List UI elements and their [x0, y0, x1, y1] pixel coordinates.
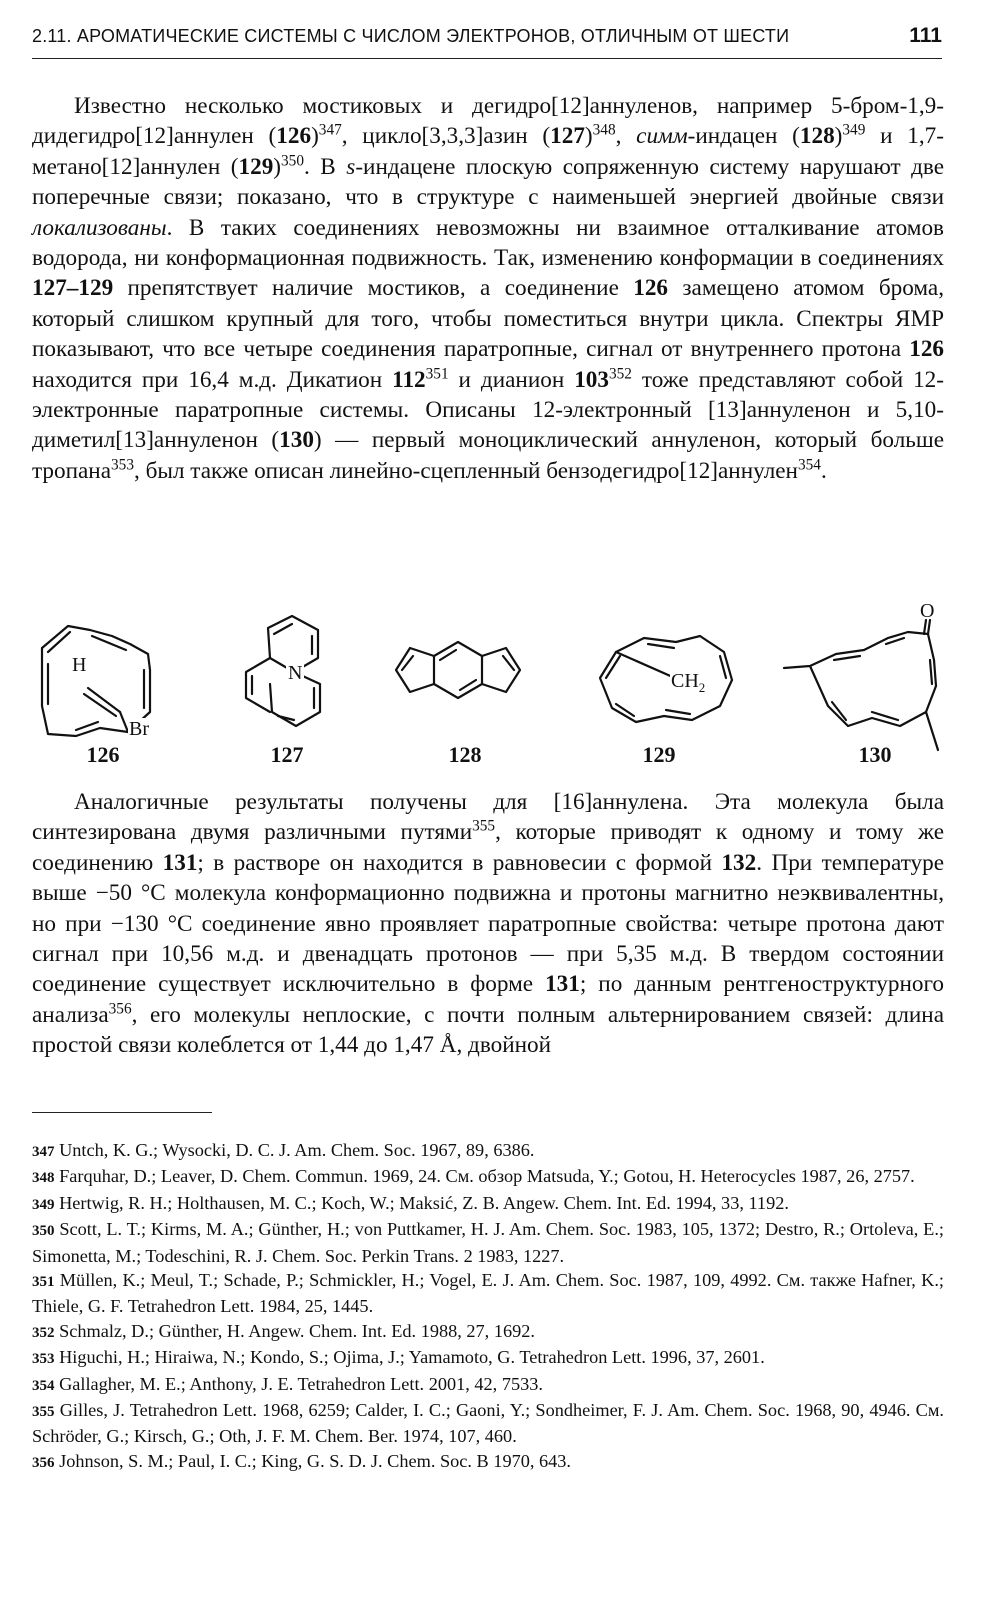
page-number: 111 [909, 24, 942, 47]
compound-ref: 126 [276, 123, 312, 150]
compound-label: 130 [858, 742, 892, 767]
footnote: 347 Untch, K. G.; Wysocki, D. C. J. Am. Chem. Soc. 1967, 89, 6386. [32, 1140, 535, 1160]
structure-127 [246, 616, 320, 726]
compound-ref: 126 [909, 336, 944, 363]
compound-ref: 131 [545, 971, 580, 998]
structure-128 [396, 642, 520, 698]
compound-ref: 132 [721, 849, 757, 876]
compound-label: 127 [270, 742, 304, 767]
compound-ref: 128 [799, 123, 835, 150]
compound-ref: 127–129 [32, 275, 114, 302]
compound-ref: 126 [633, 275, 669, 302]
structures-figure [20, 600, 980, 780]
compound-label: 126 [86, 742, 120, 767]
compound-ref: 131 [162, 849, 198, 876]
footnote: 356 Johnson, S. M.; Paul, I. C.; King, G. S. D. J. Chem. Soc. B 1970, 643. [32, 1450, 571, 1471]
atom-label: N [288, 662, 303, 684]
citation: 347 [318, 122, 342, 139]
citation: 349 [842, 122, 866, 139]
footnotes [32, 1138, 944, 1475]
compound-ref: 130 [279, 427, 314, 454]
structure-130 [784, 620, 938, 750]
compound-label: 128 [448, 742, 482, 767]
citation: 355 [472, 818, 496, 835]
citation: 356 [108, 1000, 132, 1018]
paragraph-1: Известно несколько мостиковых и дегидро[12]аннуленов, например 5-бром-1,9-дидегидро[12]аннулен $(126)^{347}$, цикло[3,3,3]азин $(127)^{348}$, симм-индацен $(128)^{349}$ и 1,7-метано[12]аннулен $(129)^{350}$. В s-индацене плоскую сопряженную систему нарушают две поперечные связи; показано, что в структуре с наименьшей энергией двойные связи локализованы. В таких соединениях невозможны ни взаимное отталкивание атомов водорода, ни конформационная подвижность. Так, изменению конформации в соединениях 127–129 препятствует наличие мостиков, а соединение 126 замещено атомом брома, который слишком крупный для того, чтобы поместиться внутри цикла. Спектры ЯМР показывают, что все четыре соединения паратропные, сигнал от внутреннего протона 126 находится при 16,4 м.д. Дикатион $112^{351}$ и дианион $103^{352}$ тоже представляют собой 12-электронные паратропные системы. Описаны 12-электронный [13]аннуленон и 5,10-диметил[13]аннуленон (130) — первый моноциклический аннуленон, который больше тропана$^{353}$, был также описан линейно-сцепленный бензодегидро[12]аннулен$^{354}$. [32, 93, 945, 484]
footnote: 351 Müllen, K.; Meul, T.; Schade, P.; Schmickler, H.; Vogel, E. J. Am. Chem. Soc. 1987, 109, 4992. См. также Hafner, K.; Thiele, G. F. Tetrahedron Lett. 1984, 25, 1445. [32, 1270, 945, 1317]
footnote: 349 Hertwig, R. H.; Holthausen, M. C.; Koch, W.; Maksić, Z. B. Angew. Chem. Int. Ed. 1994, 33, 1192. [32, 1192, 789, 1213]
citation: 352 [608, 365, 632, 383]
atom-label: O [920, 600, 935, 622]
atom-label: H [72, 654, 87, 676]
citation: 351 [425, 365, 449, 383]
citation: 353 [111, 456, 134, 474]
footnote: 353 Higuchi, H.; Hiraiwa, N.; Kondo, S.; Ojima, J.; Yamamoto, G. Tetrahedron Lett. 1996, 37, 2601. [32, 1347, 765, 1368]
footnote-divider [32, 1112, 212, 1113]
citation: 348 [592, 122, 616, 139]
atom-label: Br [129, 718, 149, 740]
running-header [32, 24, 942, 59]
footnote: 354 Gallagher, M. E.; Anthony, J. E. Tetrahedron Lett. 2001, 42, 7533. [32, 1373, 543, 1394]
footnote: 350 Scott, L. T.; Kirms, M. A.; Günther, H.; von Puttkamer, H. J. Am. Chem. Soc. 1983, 105, 1372; Destro, R.; Ortoleva, E.; Simonetta, M.; Todeschini, R. J. Chem. Soc. Perkin Trans. 2 1983, 1227. [32, 1219, 944, 1266]
compound-ref: 103 [574, 366, 609, 393]
structure-129 [600, 636, 732, 722]
compound-ref: 112 [392, 366, 426, 393]
compound-ref: 127 [550, 123, 585, 150]
footnote: 348 Farquhar, D.; Leaver, D. Chem. Commun. 1969, 24. См. обзор Matsuda, Y.; Gotou, H. Heterocycles 1987, 26, 2757. [32, 1166, 915, 1187]
compound-ref: 129 [238, 153, 274, 180]
compound-label: 129 [642, 742, 676, 767]
header-title: 2.11. АРОМАТИЧЕСКИЕ СИСТЕМЫ С ЧИСЛОМ ЭЛЕКТРОНОВ, ОТЛИЧНЫМ ОТ ШЕСТИ [32, 26, 790, 46]
atom-label: $CH_2$ [671, 670, 706, 695]
footnote: 352 Schmalz, D.; Günther, H. Angew. Chem. Int. Ed. 1988, 27, 1692. [32, 1320, 535, 1341]
citation: 354 [797, 456, 821, 474]
citation: 350 [281, 152, 304, 170]
footnote: 355 Gilles, J. Tetrahedron Lett. 1968, 6259; Calder, I. C.; Gaoni, Y.; Sondheimer, F. J. Am. Chem. Soc. 1968, 90, 4946. См. Schröder, G.; Kirsch, G.; Oth, J. F. M. Chem. Ber. 1974, 107, 460. [32, 1400, 944, 1447]
paragraph-2: Аналогичные результаты получены для [16]аннулена. Эта молекула была синтезирована двумя различными путями$^{355}$, которые приводят к одному и тому же соединению 131; в растворе он находится в равновесии с формой 132. При температуре выше −50 °С молекула конформационно подвижна и протоны магнитно неэквивалентны, но при −130 °С соединение явно проявляет паратропные свойства: четыре протона дают сигнал при 10,56 м.д. и двенадцать протонов — при 5,35 м.д. В твердом состоянии соединение существует исключительно в форме 131; по данным рентгеноструктурного анализа$^{356}$, его молекулы неплоские, с почти полным альтернированием связей: длина простой связи колеблется от 1,44 до 1,47 Å, двойной [32, 789, 945, 1059]
